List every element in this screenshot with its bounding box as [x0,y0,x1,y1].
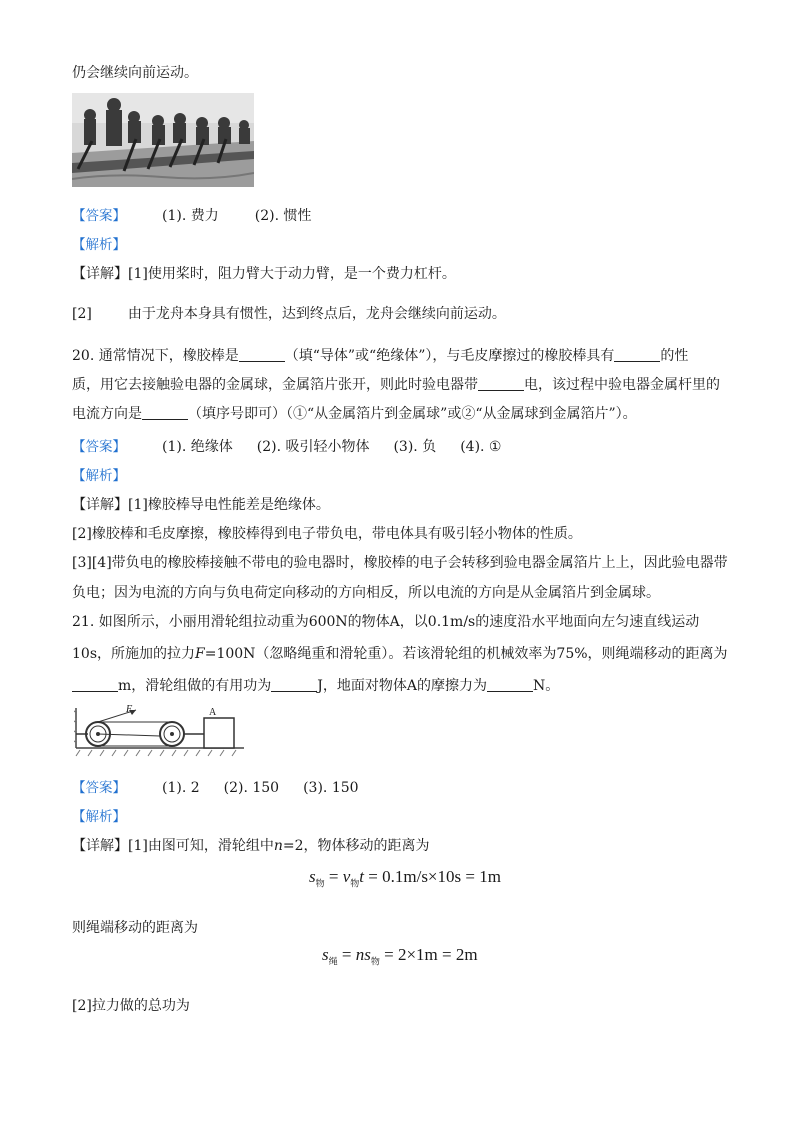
eq-subscript: 绳 [328,957,338,968]
detail-tag: 【详解】 [72,497,128,513]
eq-subscript: 物 [315,879,325,890]
eq-symbol: n [355,945,365,964]
question-line [72,676,559,696]
detail-index: [2] [72,306,92,322]
answer-tag: 【答案】 [72,439,126,455]
answer-blank [142,405,188,420]
answer-blank [478,376,524,391]
analysis-tag-line [72,807,126,827]
eq-sign: = [341,945,352,964]
answer-item: (2). 150 [223,780,280,796]
eq-subscript: 物 [350,879,360,890]
text-line: 仍会继续向前运动。 [72,65,198,81]
detail-text: =2，物体移动的距离为 [282,838,430,854]
eq-symbol: s [309,867,316,886]
answer-item: (3). 负 [393,439,437,455]
detail-text: [1]由图可知，滑轮组中 [128,838,274,854]
pulley-diagram [74,704,246,760]
force-label: F [126,704,133,715]
detail-tag: 【详解】 [72,266,128,282]
detail-line: [2]橡胶棒和毛皮摩擦，橡胶棒得到电子带负电，带电体具有吸引轻小物体的性质。 [72,526,582,542]
eq-symbol: s [364,945,371,964]
answer-blank [487,677,533,692]
detail-line: [2]拉力做的总功为 [72,998,190,1014]
answer-item: (2). 吸引轻小物体 [256,439,370,455]
question-line [72,644,728,664]
question-text: =100N（忽略绳重和滑轮重）。若该滑轮组的机械效率为75%，则绳端移动的距离为 [204,646,728,662]
detail-tag: 【详解】 [72,838,128,854]
question-text: 20. 通常情况下，橡胶棒是 [72,348,239,364]
question-text: 10s，所施加的拉力 [72,646,195,662]
detail-line [72,304,506,324]
analysis-tag-line [72,466,126,486]
answer-line [72,778,359,798]
detail-line: 则绳端移动的距离为 [72,920,198,936]
answer-blank [271,677,317,692]
answer-item: (2). 惯性 [254,208,312,224]
question-text: （填序号即可）（①“从金属箔片到金属球”或②“从金属球到金属箔片”）。 [188,406,637,422]
force-symbol: F [195,646,205,662]
equation-object-distance [309,866,501,895]
equation-rope-distance [322,944,478,973]
detail-line [72,495,330,515]
detail-line: 负电；因为电流的方向与负电荷定向移动的方向相反，所以电流的方向是从金属箔片到金属球。 [72,585,660,601]
answer-blank [72,677,118,692]
n-symbol: n [273,838,283,854]
analysis-tag: 【解析】 [72,809,126,825]
dragon-boat-photo [72,93,254,187]
detail-line [72,836,430,856]
question-text: J，地面对物体A的摩擦力为 [317,678,488,694]
answer-tag: 【答案】 [72,208,126,224]
answer-line [72,206,311,226]
analysis-tag: 【解析】 [72,237,126,253]
question-line [72,404,637,424]
question-text: 电，该过程中验电器金属杆里的 [524,377,720,393]
answer-tag: 【答案】 [72,780,126,796]
answer-blank [239,347,285,362]
question-text: 的性 [660,348,689,364]
detail-line [72,264,456,284]
question-text: m，滑轮组做的有用功为 [118,678,272,694]
block-label: A [209,707,217,718]
eq-symbol: t [359,867,365,886]
answer-item: (1). 2 [162,780,200,796]
question-text: 质，用它去接触验电器的金属球，金属箔片张开，则此时验电器带 [72,377,478,393]
eq-rest: = 0.1m/s×10s = 1m [364,867,501,886]
eq-symbol: s [322,945,329,964]
eq-sign: = [328,867,339,886]
eq-symbol: v [342,867,351,886]
eq-subscript: 物 [370,957,380,968]
question-line [72,375,720,395]
detail-line: [3][4]带负电的橡胶棒接触不带电的验电器时，橡胶棒的电子会转移到验电器金属箔片上上，因此验电器带 [72,555,728,571]
answer-blank [614,347,660,362]
question-line [72,346,688,366]
question-text: （填“导体”或“绝缘体”），与毛皮摩擦过的橡胶棒具有 [284,348,615,364]
question-line: 21. 如图所示，小丽用滑轮组拉动重为600N的物体A，以0.1m/s的速度沿水平地面向左匀速直线运动 [72,614,700,630]
analysis-tag: 【解析】 [72,468,126,484]
answer-item: (3). 150 [303,780,359,796]
question-text: N。 [533,678,560,694]
answer-line [72,437,502,457]
detail-text: [1]使用桨时，阻力臂大于动力臂，是一个费力杠杆。 [128,266,456,282]
question-text: 电流方向是 [72,406,142,422]
detail-text: 由于龙舟本身具有惯性，达到终点后，龙舟会继续向前运动。 [127,306,506,322]
answer-item: (4). ① [460,439,502,455]
analysis-tag-line [72,235,126,255]
detail-text: [1]橡胶棒导电性能差是绝缘体。 [128,497,330,513]
answer-item: (1). 绝缘体 [162,439,233,455]
answer-item: (1). 费力 [162,208,219,224]
eq-rest: = 2×1m = 2m [379,945,478,964]
